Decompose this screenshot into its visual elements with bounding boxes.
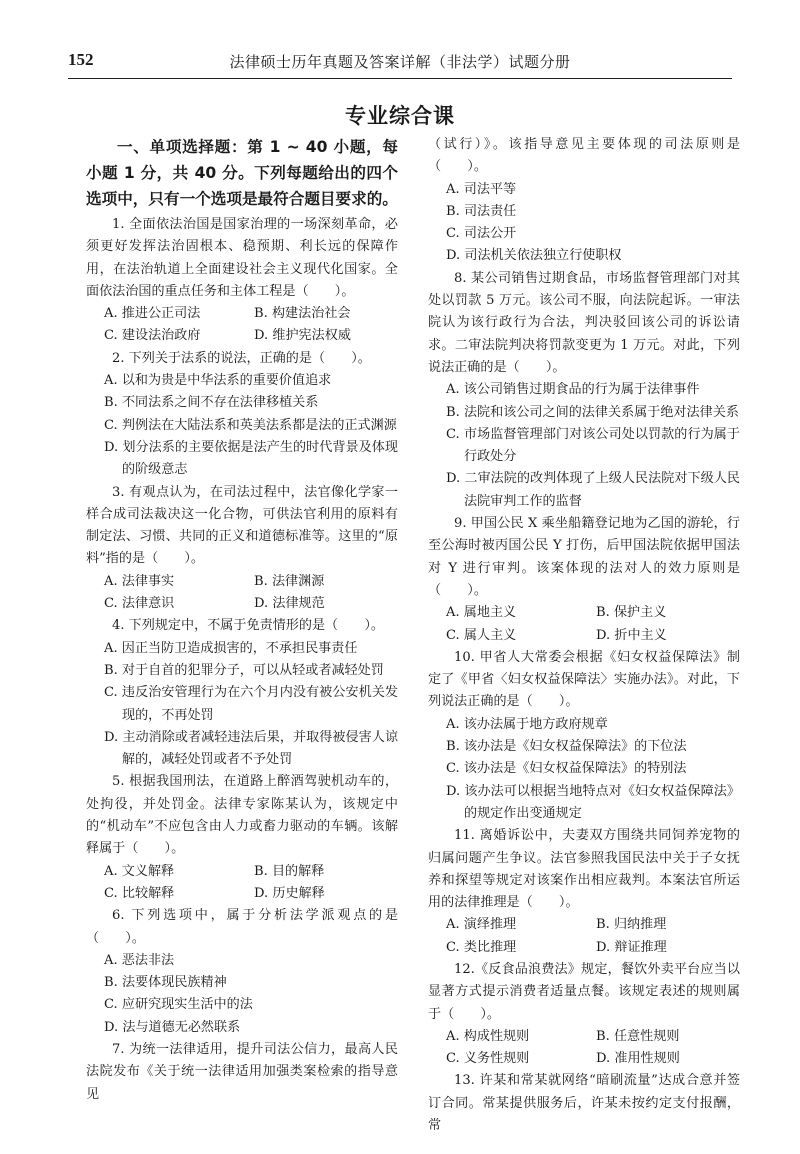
page-number: 152 xyxy=(68,50,94,69)
option: A. 恶法非法 xyxy=(104,952,175,968)
option: A. 属地主义 xyxy=(446,605,517,621)
page-header xyxy=(68,48,732,79)
option: A. 推进公正司法 xyxy=(104,306,201,322)
question-12-options xyxy=(428,1026,740,1071)
option: B. 目的解释 xyxy=(254,863,325,879)
question-2-options xyxy=(86,370,398,481)
option: B. 任意性规则 xyxy=(596,1028,680,1044)
option: B. 归纳推理 xyxy=(596,917,667,933)
option: B. 构建法治社会 xyxy=(254,306,351,322)
option: B. 法院和该公司之间的法律关系属于绝对法律关系 xyxy=(446,404,739,420)
question-9-options xyxy=(428,602,740,647)
option: C. 义务性规则 xyxy=(446,1051,530,1067)
option: D. 法律规范 xyxy=(254,596,325,612)
question-8-options xyxy=(428,379,740,513)
question-10: 10. 甲省人大常委会根据《妇女权益保障法》制定了《甲省〈妇女权益保障法〉实施办法》。对此，下列说法正确的是（ ）。 xyxy=(428,649,740,710)
question-3-options xyxy=(86,571,398,616)
option: A. 司法平等 xyxy=(446,181,517,197)
option: B. 该办法是《妇女权益保障法》的下位法 xyxy=(446,739,687,755)
option: A. 以和为贵是中华法系的重要价值追求 xyxy=(104,373,332,389)
option: C. 类比推理 xyxy=(446,939,517,955)
option: C. 应研究现实生活中的法 xyxy=(104,997,253,1013)
question-7-options xyxy=(428,179,740,268)
question-6-options xyxy=(86,950,398,1039)
question-9: 9. 甲国公民 X 乘坐船籍登记地为乙国的游轮，行至公海时被丙国公民 Y 打伤，后甲国法院依据甲国法对 Y 进行审判。该案体现的法对人的效力原则是（ ）。 xyxy=(428,516,740,598)
option: C. 法律意识 xyxy=(104,596,175,612)
question-5-options xyxy=(86,861,398,906)
option: B. 不同法系之间不存在法律移植关系 xyxy=(104,395,319,411)
question-7: 7. 为统一法律适用，提升司法公信力，最高人民法院发布《关于统一法律适用加强类案检索的指导意见 xyxy=(86,1041,398,1102)
question-10-options xyxy=(428,714,740,825)
option: A. 法律事实 xyxy=(104,573,175,589)
option: B. 法律渊源 xyxy=(254,573,325,589)
question-1: 1. 全面依法治国是国家治理的一场深刻革命，必须更好发挥法治固根本、稳预期、利长远的保障作用，在法治轨道上全面建设社会主义现代化国家。全面依法治国的重点任务和主体工程是（ ）。 xyxy=(86,217,398,299)
option: A. 演绎推理 xyxy=(446,917,517,933)
option: B. 对于自首的犯罪分子，可以从轻或者减轻处罚 xyxy=(104,662,384,678)
option: A. 构成性规则 xyxy=(446,1028,530,1044)
question-7-continued: （试行）》。该指导意见主要体现的司法原则是（ ）。 xyxy=(428,137,740,175)
question-8: 8. 某公司销售过期食品，市场监督管理部门对其处以罚款 5 万元。该公司不服，向法院起诉。一审法院认为该行政行为合法，判决驳回该公司的诉讼请求。二审法院判决将罚款变更为 1 万元。对此，下列说法正确的是（ ）。 xyxy=(428,270,740,375)
option: A. 因正当防卫造成损害的，不承担民事责任 xyxy=(104,640,358,656)
question-4: 4. 下列规定中，不属于免责情形的是（ ）。 xyxy=(112,618,384,634)
book-title: 法律硕士历年真题及答案详解（非法学）试题分册 xyxy=(229,53,571,71)
question-1-options xyxy=(86,303,398,348)
option: D. 历史解释 xyxy=(254,885,325,901)
option: A. 文义解释 xyxy=(104,863,175,879)
question-6: 6. 下列选项中，属于分析法学派观点的是（ ）。 xyxy=(86,908,398,946)
question-12: 12.《反食品浪费法》规定，餐饮外卖平台应当以显著方式提示消费者适量点餐。该规定表述的规则属于（ ）。 xyxy=(428,961,740,1022)
question-5: 5. 根据我国刑法，在道路上醉酒驾驶机动车的，处拘役，并处罚金。法律专家陈某认为，该规定中的“机动车”不应包含由人力或畜力驱动的车辆。该解释属于（ ）。 xyxy=(86,774,398,857)
question-2: 2. 下列关于法系的说法，正确的是（ ）。 xyxy=(112,350,371,366)
option: D. 维护宪法权威 xyxy=(254,328,351,344)
question-11: 11. 离婚诉讼中，夫妻双方围绕共同饲养宠物的归属问题产生争议。法官参照我国民法中关于子女抚养和探望等规定对该案作出相应裁判。本案法官所运用的法律推理是（ ）。 xyxy=(428,828,740,911)
option: C. 建设法治政府 xyxy=(104,328,201,344)
option: B. 司法责任 xyxy=(446,203,517,219)
right-column xyxy=(428,134,740,1137)
option: D. 划分法系的主要依据是法产生的时代背景及体现的阶级意志 xyxy=(104,439,398,478)
question-4-options xyxy=(86,638,398,772)
option: D. 司法机关依法独立行使职权 xyxy=(446,248,622,264)
option: B. 法要体现民族精神 xyxy=(104,975,227,991)
instructions-heading: 一、单项选择题：第 1 ~ 40 小题，每小题 1 分，共 40 分。下列每题给出的四个选项中，只有一个选项是最符合题目要求的。 xyxy=(86,138,398,208)
question-11-options xyxy=(428,914,740,959)
option: C. 属人主义 xyxy=(446,627,517,643)
left-column xyxy=(86,134,398,1106)
option: C. 判例法在大陆法系和英美法系都是法的正式渊源 xyxy=(104,417,397,433)
question-3: 3. 有观点认为，在司法过程中，法官像化学家一样合成司法裁决这一化合物，可供法官利用的原料有制定法、习惯、共同的正义和道德标准等。这里的“原料”指的是（ ）。 xyxy=(86,484,398,567)
option: C. 该办法是《妇女权益保障法》的特别法 xyxy=(446,761,687,777)
option: D. 该办法可以根据当地特点对《妇女权益保障法》的规定作出变通规定 xyxy=(446,783,740,821)
option: D. 法与道德无必然联系 xyxy=(104,1019,241,1035)
option: D. 折中主义 xyxy=(596,627,667,643)
option: D. 二审法院的改判体现了上级人民法院对下级人民法院审判工作的监督 xyxy=(446,471,740,509)
option: C. 比较解释 xyxy=(104,885,175,901)
option: C. 司法公开 xyxy=(446,226,517,242)
option: C. 市场监督管理部门对该公司处以罚款的行为属于行政处分 xyxy=(446,426,740,465)
option: D. 辩证推理 xyxy=(596,939,667,955)
option: A. 该办法属于地方政府规章 xyxy=(446,716,608,732)
question-13: 13. 许某和常某就网络“暗刷流量”达成合意并签订合同。常某提供服务后，许某未按约定支付报酬，常 xyxy=(428,1073,740,1134)
option: D. 准用性规则 xyxy=(596,1051,680,1067)
option: D. 主动消除或者减轻违法后果，并取得被侵害人谅解的，减轻处罚或者不予处罚 xyxy=(104,729,398,768)
section-title: 专业综合课 xyxy=(345,104,455,128)
option: B. 保护主义 xyxy=(596,605,667,621)
option: C. 违反治安管理行为在六个月内没有被公安机关发现的，不再处罚 xyxy=(104,685,398,723)
option: A. 该公司销售过期食品的行为属于法律事件 xyxy=(446,382,700,398)
